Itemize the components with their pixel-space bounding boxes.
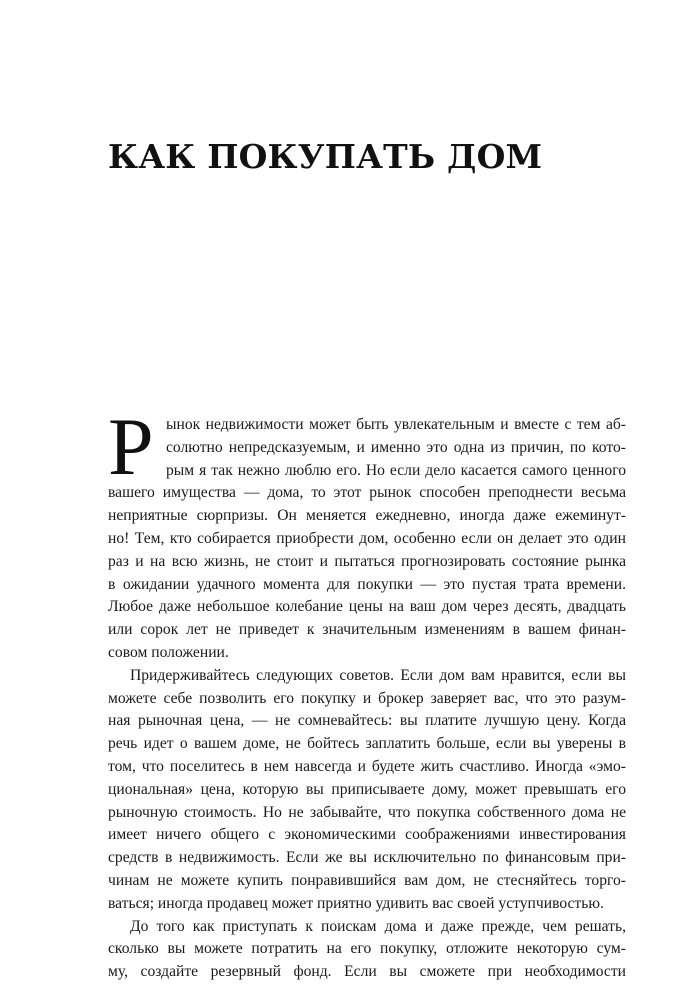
drop-cap: Р	[108, 401, 154, 492]
text-line: солютно непредсказуемым, и именно это одна из причин, по кото-	[166, 438, 626, 456]
text-line: можете себе позволить его покупку и брокер заверяет вас, что это разум-	[108, 689, 626, 707]
text-line: Любое даже небольшое колебание цены на ваш дом через десять, двадцать	[108, 598, 626, 616]
text-line: совом положении.	[108, 643, 229, 661]
text-line: чинам не можете купить понравившийся вам дом, не стесняйтесь торго-	[108, 871, 626, 889]
text-line: ынок недвижимости может быть увлекательным и вместе с тем аб-	[166, 416, 626, 433]
text-line: неприятные сюрпризы. Он меняется ежедневно, иногда даже ежеминут-	[108, 507, 626, 525]
text-line: средств в недвижимость. Если же вы исключительно по финансовым при-	[108, 849, 626, 867]
text-line: раз и на всю жизнь, не стоит и пытаться прогнозировать состояние рынка	[108, 552, 626, 570]
text-line: но! Тем, кто собирается приобрести дом, особенно если он делает это один	[108, 529, 626, 547]
text-line: ваться; иногда продавец может приятно удивить вас своей уступчивостью.	[108, 894, 604, 912]
text-line: имеет ничего общего с экономическими соображениями инвестирования	[108, 826, 626, 844]
body-text	[108, 401, 626, 984]
text-line: том, что поселитесь в нем навсегда и будете жить счастливо. Иногда «эмо-	[108, 757, 626, 775]
text-line: речь идет о вашем доме, не бойтесь заплатить больше, если вы уверены в	[108, 735, 626, 753]
chapter-title: КАК ПОКУПАТЬ ДОМ	[108, 137, 543, 176]
text-line: или сорок лет не приведет к значительным изменениям в вашем финан-	[108, 621, 626, 639]
text-line: циональная» цена, которую вы приписываете дому, может превышать его	[108, 780, 626, 798]
text-line: До того как приступать к поискам дома и даже прежде, чем решать,	[130, 917, 626, 935]
text-line: рыночную стоимость. Но не забывайте, что покупка собственного дома не	[108, 803, 626, 821]
text-line: рым я так нежно люблю его. Но если дело касается самого ценного	[166, 461, 626, 479]
text-line: в ожидании удачного момента для покупки — это пустая трата времени.	[108, 575, 626, 593]
text-line: му, создайте резервный фонд. Если вы сможете при необходимости	[108, 963, 626, 981]
text-line: сколько вы можете потратить на его покупку, отложите некоторую сум-	[108, 940, 626, 958]
text-line: вашего имущества — дома, то этот рынок способен преподнести весьма	[108, 484, 626, 502]
text-line: Придерживайтесь следующих советов. Если дом вам нравится, если вы	[130, 666, 626, 684]
text-line: ная рыночная цена, — не сомневайтесь: вы платите лучшую цену. Когда	[108, 712, 626, 730]
